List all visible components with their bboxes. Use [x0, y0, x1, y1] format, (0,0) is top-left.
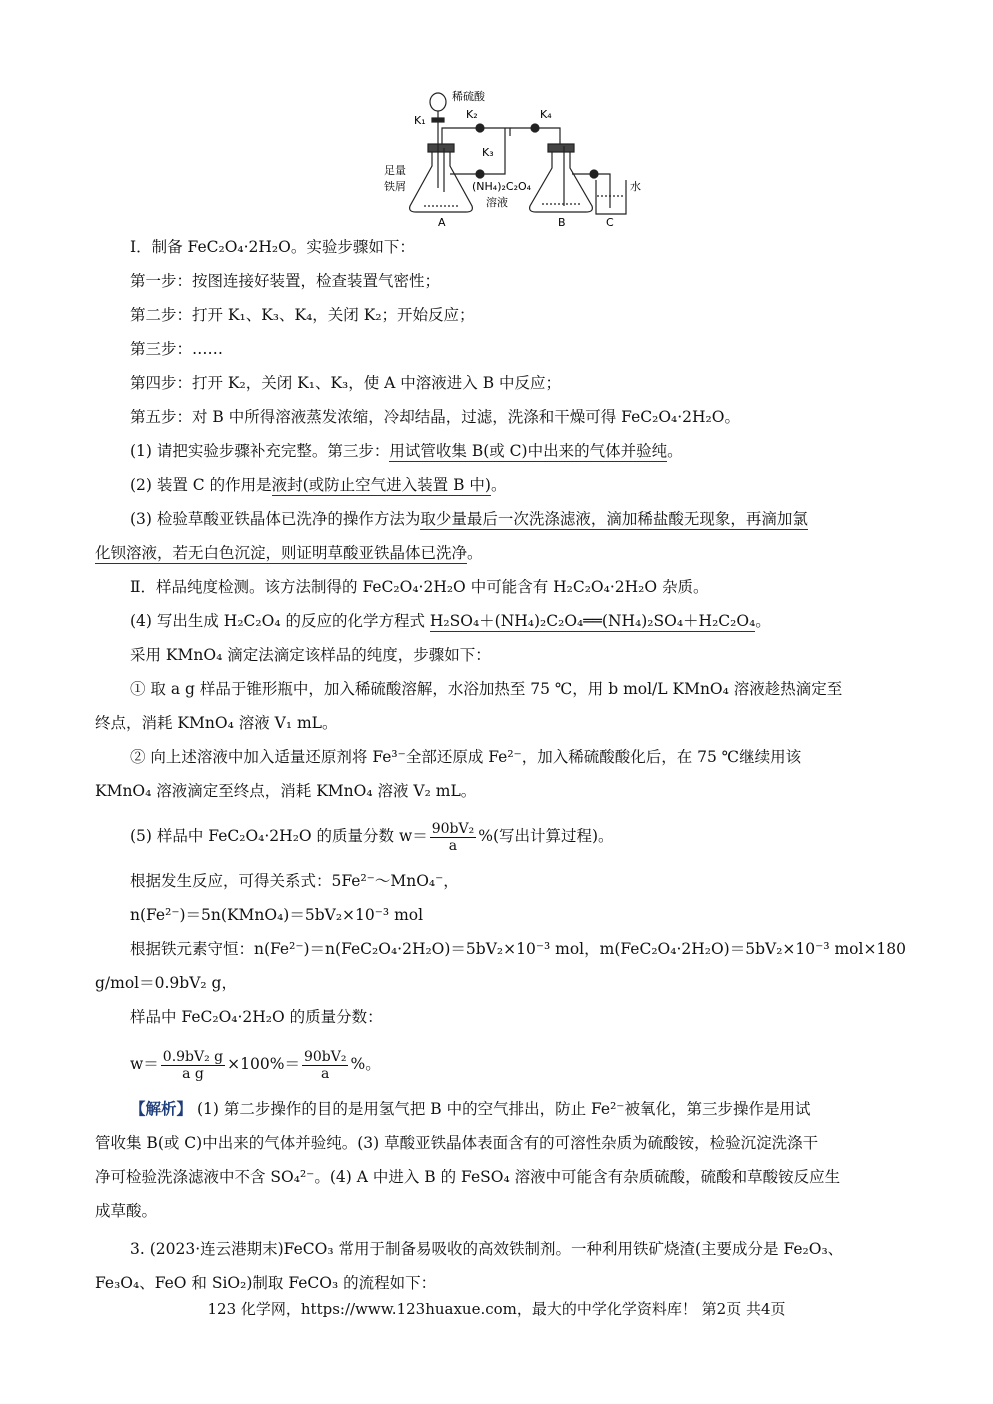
- question-2: [130, 474, 506, 496]
- q5-fraction: [430, 821, 477, 854]
- label-iron-2: 铁屑: [384, 180, 406, 193]
- question-4: [130, 610, 771, 632]
- titration-step2b: KMnO₄ 溶液滴定至终点，消耗 KMnO₄ 溶液 V₂ mL。: [95, 782, 477, 800]
- q1-prefix: (1) 请把实验步骤补充完整。第三步：: [130, 442, 390, 460]
- question-3-line1: [130, 508, 808, 530]
- q3-prefix: (3) 检验草酸亚铁晶体已洗净的操作方法为: [130, 510, 421, 528]
- label-oxalate-1: (NH₄)₂C₂O₄: [472, 180, 532, 193]
- apparatus-drawing: [380, 88, 650, 228]
- question-5: [130, 818, 614, 854]
- page-footer: 123 化学网，https://www.123huaxue.com，最大的中学化学资料库！ 第2页 共4页: [207, 1300, 786, 1318]
- q5-suffix: %(写出计算过程)。: [478, 827, 614, 845]
- w-prefix: w＝: [130, 1055, 159, 1073]
- question-1: [130, 440, 683, 462]
- calc-line2: n(Fe²⁻)＝5n(KMnO₄)＝5bV₂×10⁻³ mol: [130, 906, 424, 924]
- q2-prefix: (2) 装置 C 的作用是: [130, 476, 272, 494]
- label-b: B: [558, 216, 566, 228]
- calc-line3: 根据铁元素守恒：n(Fe²⁻)＝n(FeC₂O₄·2H₂O)＝5bV₂×10⁻³ mol，m(FeC₂O₄·2H₂O)＝5bV₂×10⁻³ mol×180: [130, 940, 907, 958]
- q5-prefix: (5) 样品中 FeC₂O₄·2H₂O 的质量分数 w＝: [130, 827, 428, 845]
- fraction-1: [161, 1049, 225, 1082]
- q3-suffix: 。: [467, 544, 483, 562]
- label-dilute-acid: 稀硫酸: [452, 90, 485, 103]
- analysis-text-1: (1) 第二步操作的目的是用氢气把 B 中的空气排出，防止 Fe²⁻被氧化，第三步操作是用试: [192, 1100, 811, 1118]
- f2-den: a: [321, 1065, 330, 1082]
- label-iron-1: 足量: [384, 164, 406, 177]
- q3-answer-2: 化钡溶液，若无白色沉淀，则证明草酸亚铁晶体已洗净: [95, 544, 468, 562]
- step5: 第五步：对 B 中所得溶液蒸发浓缩，冷却结晶，过滤，洗涤和干燥可得 FeC₂O₄·2H₂O。: [130, 408, 740, 426]
- step1: 第一步：按图连接好装置，检查装置气密性；: [130, 272, 441, 290]
- label-k4: K₄: [540, 108, 552, 121]
- label-a: A: [438, 216, 446, 228]
- analysis-tag: 【解析】: [130, 1099, 193, 1118]
- beaker-c-icon: [596, 180, 626, 214]
- calc-mid: ×100%＝: [227, 1055, 300, 1073]
- f1-den: a g: [182, 1065, 204, 1082]
- titration-step1b: 终点，消耗 KMnO₄ 溶液 V₁ mL。: [95, 714, 338, 732]
- flask-a-icon: [410, 150, 473, 212]
- calc-line5: 样品中 FeC₂O₄·2H₂O 的质量分数：: [130, 1008, 383, 1026]
- step3: 第三步：……: [130, 340, 224, 358]
- flask-b-icon: [530, 150, 593, 212]
- q5-frac-den: a: [448, 837, 458, 854]
- w-suffix: %。: [350, 1055, 381, 1073]
- section1-heading: Ⅰ．制备 FeC₂O₄·2H₂O。实验步骤如下：: [130, 238, 415, 256]
- q4-prefix: (4) 写出生成 H₂C₂O₄ 的反应的化学方程式: [130, 612, 430, 630]
- f2-num: 90bV₂: [303, 1048, 347, 1065]
- question-3-line2: [95, 542, 483, 564]
- f1-num: 0.9bV₂ g: [162, 1048, 224, 1065]
- q1-answer: 用试管收集 B(或 C)中出来的气体并验纯: [389, 442, 668, 460]
- section2-heading: Ⅱ．样品纯度检测。该方法制得的 FeC₂O₄·2H₂O 中可能含有 H₂C₂O₄·2H₂O 杂质。: [130, 578, 709, 596]
- label-oxalate-2: 溶液: [486, 196, 508, 209]
- label-water: 水: [630, 180, 641, 193]
- next-question-line1: 3. (2023·连云港期末)FeCO₃ 常用于制备易吸收的高效铁制剂。一种利用铁矿烧渣(主要成分是 Fe₂O₃、: [130, 1240, 844, 1258]
- titration-intro: 采用 KMnO₄ 滴定法滴定该样品的纯度，步骤如下：: [130, 646, 491, 664]
- label-k2: K₂: [466, 108, 478, 121]
- label-k3: K₃: [482, 146, 494, 159]
- q5-frac-num: 90bV₂: [431, 820, 475, 837]
- q3-answer-1: 取少量最后一次洗涤滤液，滴加稀盐酸无现象，再滴加氯: [420, 510, 808, 528]
- analysis-line3: 净可检验洗涤滤液中不含 SO₄²⁻。(4) A 中进入 B 的 FeSO₄ 溶液中可能含有杂质硫酸，硫酸和草酸铵反应生: [95, 1168, 841, 1186]
- q2-suffix: 。: [490, 476, 507, 494]
- label-c: C: [606, 216, 614, 228]
- label-k1: K₁: [414, 114, 426, 127]
- q4-answer: H₂SO₄＋(NH₄)₂C₂O₄══(NH₄)₂SO₄＋H₂C₂O₄: [429, 612, 756, 630]
- q2-answer: 液封(或防止空气进入装置 B 中): [271, 476, 491, 494]
- analysis-line2: 管收集 B(或 C)中出来的气体并验纯。(3) 草酸亚铁晶体表面含有的可溶性杂质为硫酸铵，检验沉淀洗涤干: [95, 1134, 819, 1152]
- step4: 第四步：打开 K₂，关闭 K₁、K₃，使 A 中溶液进入 B 中反应；: [130, 374, 562, 392]
- fraction-2: [302, 1049, 349, 1082]
- calc-line4: g/mol＝0.9bV₂ g，: [95, 974, 237, 992]
- step2: 第二步：打开 K₁、K₃、K₄，关闭 K₂；开始反应；: [130, 306, 475, 324]
- titration-step1a: ① 取 a g 样品于锥形瓶中，加入稀硫酸溶解，水浴加热至 75 ℃，用 b mol/L KMnO₄ 溶液趁热滴定至: [130, 680, 843, 698]
- q1-suffix: 。: [667, 442, 683, 460]
- q4-suffix: 。: [755, 612, 771, 630]
- analysis-line4: 成草酸。: [95, 1202, 158, 1220]
- calc-line1: 根据发生反应，可得关系式：5Fe²⁻～MnO₄⁻，: [130, 872, 459, 890]
- analysis-line1: [130, 1098, 810, 1120]
- titration-step2a: ② 向上述溶液中加入适量还原剂将 Fe³⁻全部还原成 Fe²⁻，加入稀硫酸酸化后，在 75 ℃继续用该: [130, 748, 802, 766]
- apparatus-diagram: [380, 88, 650, 228]
- calc-formula: [130, 1046, 381, 1082]
- next-question-line2: Fe₃O₄、FeO 和 SiO₂)制取 FeCO₃ 的流程如下：: [95, 1274, 437, 1292]
